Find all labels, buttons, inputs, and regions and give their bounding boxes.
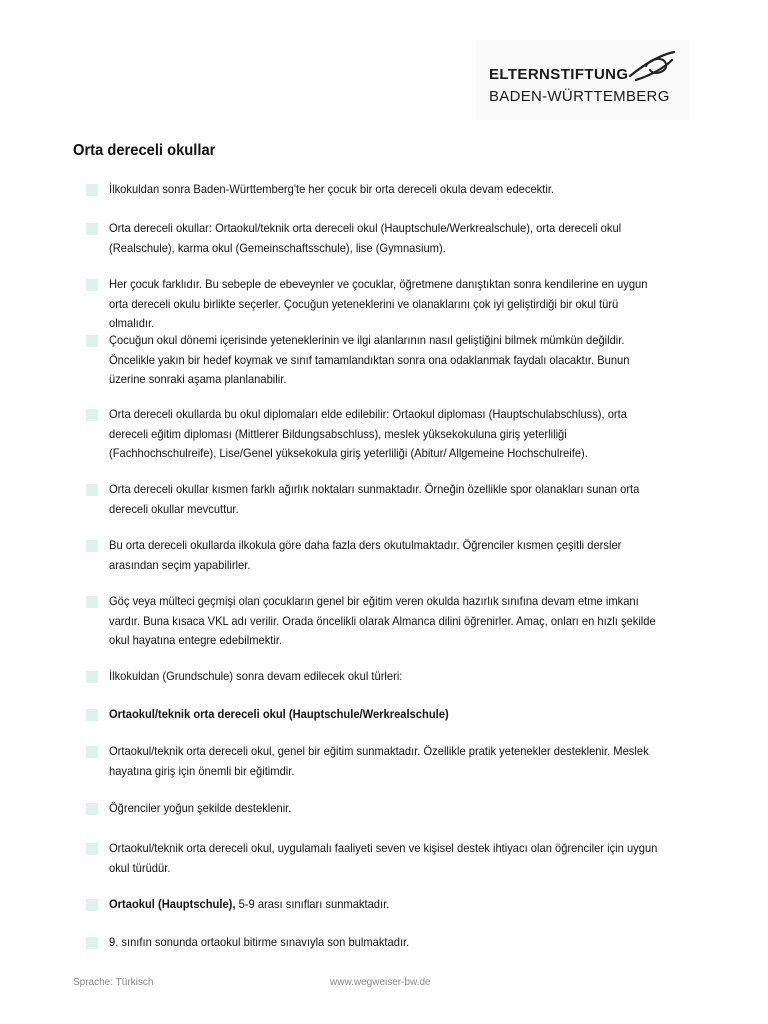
bullet-square-icon xyxy=(86,803,98,815)
bullet-square-icon xyxy=(86,899,98,911)
bullet-text-rest: 5-9 arası sınıfları sunmaktadır. xyxy=(235,897,390,911)
bullet-text: Ortaokul/teknik orta dereceli okul, genel bir eğitim sunmaktadır. Özellikle pratik yetenekler desteklenir. Meslek hayatına giriş için önemli bir eğitimdir. xyxy=(109,744,649,778)
logo-line-1: ELTERNSTIFTUNG xyxy=(489,66,629,83)
footer-language: Sprache: Türkisch xyxy=(73,977,154,988)
bullet-text: Çocuğun okul dönemi içerisinde yeteneklerinin ve ilgi alanlarının nasıl geliştiğini bilmek mümkün değildir. Öncelikle yakın bir hedef koymak ve sınıf tamamlandıktan sonra ona odaklanmak faydalı olacaktır. Bunun üzerine sonraki aşama planlanabilir. xyxy=(109,333,630,386)
bullet-text: İlkokuldan sonra Baden-Württemberg'te her çocuk bir orta dereceli okula devam edecektir. xyxy=(109,182,555,196)
bullet-square-icon xyxy=(86,746,98,758)
bullet-text xyxy=(109,705,658,725)
bullet-square-icon xyxy=(86,671,98,683)
bullet-text: Ortaokul/teknik orta dereceli okul, uygulamalı faaliyeti seven ve kişisel destek ihtiyacı olan öğrenciler için uygun okul türüdür. xyxy=(109,841,658,875)
logo-line-2: BADEN-WÜRTTEMBERG xyxy=(489,88,670,105)
bullet-square-icon xyxy=(86,484,98,496)
bullet-square-icon xyxy=(86,335,98,347)
bullet-heading: Ortaokul/teknik orta dereceli okul (Hauptschule/Werkrealschule) xyxy=(109,707,449,721)
bullet-square-icon xyxy=(86,843,98,855)
bullet-square-icon xyxy=(86,937,98,949)
bullet-square-icon xyxy=(86,540,98,552)
bullet-text: Bu orta dereceli okullarda ilkokula göre daha fazla ders okutulmaktadır. Öğrenciler kısmen çeşitli dersler arasından seçim yapabilirler. xyxy=(109,538,622,572)
bullet-text: Orta dereceli okullar kısmen farklı ağırlık noktaları sunmaktadır. Örneğin özellikle spor olanakları sunan orta dereceli okullar mevcuttur. xyxy=(109,482,640,516)
bullet-square-icon xyxy=(86,596,98,608)
bullet-square-icon xyxy=(86,709,98,721)
bullet-square-icon xyxy=(86,409,98,421)
bullet-square-icon xyxy=(86,223,98,235)
page-title: Orta dereceli okullar xyxy=(73,142,216,159)
bullet-square-icon xyxy=(86,184,98,196)
bullet-text: Orta dereceli okullarda bu okul diplomaları elde edilebilir: Ortaokul diploması (Hauptschulabschluss), orta dereceli eğitim diploması (Mittlerer Bildungsabschluss), meslek yüksekokuluna giriş yeterliliği (Fachhochschulreife), Lise/Genel yüksekokula giriş yeterliliği (Abitur/ Allgemeine Hochschulreife). xyxy=(109,407,627,460)
bullet-heading: Ortaokul (Hauptschule), xyxy=(109,897,236,911)
bullet-text: İlkokuldan (Grundschule) sonra devam edilecek okul türleri: xyxy=(109,669,403,683)
bullet-text: Orta dereceli okullar: Ortaokul/teknik orta dereceli okul (Hauptschule/Werkrealschule), orta dereceli okul (Realschule), karma okul (Gemeinschaftsschule), lise (Gymnasium). xyxy=(109,221,622,255)
footer-website-link[interactable]: www.wegweiser-bw.de xyxy=(330,977,431,988)
bullet-text xyxy=(109,895,658,915)
bullet-text: Öğrenciler yoğun şekilde desteklenir. xyxy=(109,801,292,815)
bullet-square-icon xyxy=(86,279,98,291)
bullet-text: 9. sınıfın sonunda ortaokul bitirme sınavıyla son bulmaktadır. xyxy=(109,935,410,949)
bullet-text: Göç veya mülteci geçmişi olan çocukların genel bir eğitim veren okulda hazırlık sınıfına devam etme imkanı vardır. Buna kısaca VKL adı verilir. Orada öncelikli olarak Almanca dilini öğrenirler. Amaç, onları en hızlı şekilde okul hayatına entegre edebilmektir. xyxy=(109,594,656,647)
bullet-text: Her çocuk farklıdır. Bu sebeple de ebeveynler ve çocuklar, öğretmene danıştıktan sonra kendilerine en uygun orta dereceli okulu birlikte seçerler. Çocuğun yeteneklerini ve olanaklarını çok iyi geliştirdiği bir okul türü olmalıdır. xyxy=(109,277,648,330)
